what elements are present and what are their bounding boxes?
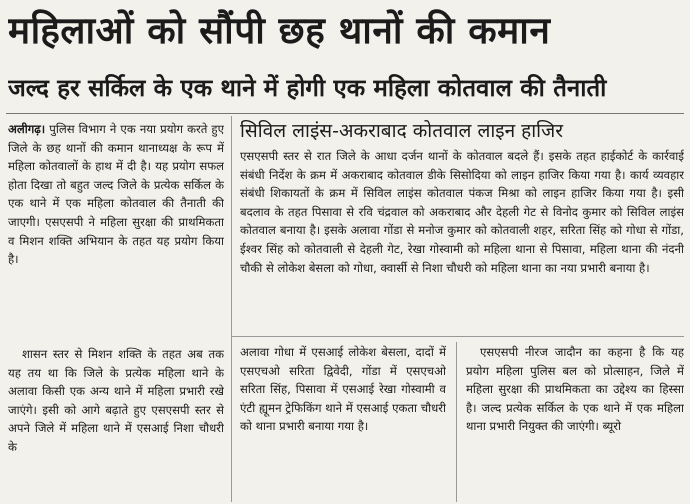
headline: महिलाओं को सौंपी छह थानों की कमान xyxy=(8,9,551,52)
right-column-text: एसएसपी नीरज जादौन का कहना है कि यह प्रयोग महिला पुलिस बल को प्रोत्साहन, जिले में महिला सुरक्षा की प्राथमिकता का उद्देश्य का हिस्सा है। जल्द प्रत्येक सर्किल के एक थाने में एक महिला थाना प्रभारी नियुक्त की जाएंगी। xyxy=(466,345,684,434)
section-divider xyxy=(6,113,684,114)
sidebar-heading: सिविल लाइंस-अकराबाद कोतवाल लाइन हाजिर xyxy=(240,120,563,142)
subheadline: जल्द हर सर्किल के एक थाने में होगी एक महिला कोतवाल की तैनाती xyxy=(8,74,607,102)
left-column-para1 xyxy=(8,120,224,340)
column-separator xyxy=(456,342,457,502)
left-column-para2: शासन स्तर से मिशन शक्ति के तहत अब तक यह तय था कि जिले के प्रत्येक महिला थाने के अलावा किसी एक अन्य थाने में महिला प्रभारी रखे जाएंगे। इसी को आगे बढ़ाते हुए एसएसपी स्तर से अपने जिले में महिला थाने में एसआई निशा चौधरी के xyxy=(8,347,224,454)
middle-column: अलावा गोधा में एसआई लोकेश बेसला, दादों में एसएचओ सरिता द्विवेदी, गोंडा में एसएचओ सरिता सिंह, पिसावा में एसआई रेखा गोस्वामी व एंटी ह्यूमन ट्रेफिकिंग थाने में एसआई एकता चौधरी को थाना प्रभारी बनाया गया है। xyxy=(240,345,446,434)
sidebar-body: एसएसपी स्तर से रात जिले के आधा दर्जन थानों के कोतवाल बदले हैं। इसके तहत हाईकोर्ट के कार्रवाई संबंधी निर्देश के क्रम में अकराबाद कोतवाल डीके सिसोदिया को लाइन हाजिर किया गया है। कार्य व्यवहार संबंधी शिकायतों के क्रम में सिविल लाइंस कोतवाल पंकज मिश्रा को लाइन हाजिर किया गया है। इसी बदलाव के तहत पिसावा से रवि चंद्रवाल को अकराबाद और देहली गेट से विनोद कुमार को सिविल लाइंस कोतवाल बनाया है। इसके अलावा गोंडा से मनोज कुमार को कोतवाली शहर, सरिता सिंह को गोधा से गोंडा, ईश्वर सिंह को कोतवाली से देहली गेट, रेखा गोस्वामी को महिला थाना से पिसावा, महिला थाना की नंदनी चौकी से लोकेश बेसला को गोधा, क्वार्सी से निशा चौधरी को महिला थाना का नया प्रभारी बनाया है। xyxy=(240,149,684,275)
byline-credit: ब्यूरो xyxy=(602,419,621,434)
dateline: अलीगढ़। xyxy=(8,122,46,136)
column-separator xyxy=(231,116,232,502)
right-column xyxy=(466,343,684,500)
para1-text: पुलिस विभाग ने एक नया प्रयोग करते हुए जिले के छह थानों की कमान थानाध्यक्ष के रूप में महिला कोतवालों के हाथ में दी है। यह प्रयोग सफल होता दिखा तो बहुत जल्द जिले के प्रत्येक सर्किल के एक थाने में एक महिला कोतवाल की तैनाती की जाएगी। एसएसपी ने महिला सुरक्षा की प्राथमिकता व मिशन शक्ति अभियान के तहत यह प्रयोग किया है। xyxy=(8,122,224,267)
sidebar-bottom-rule xyxy=(232,336,684,337)
